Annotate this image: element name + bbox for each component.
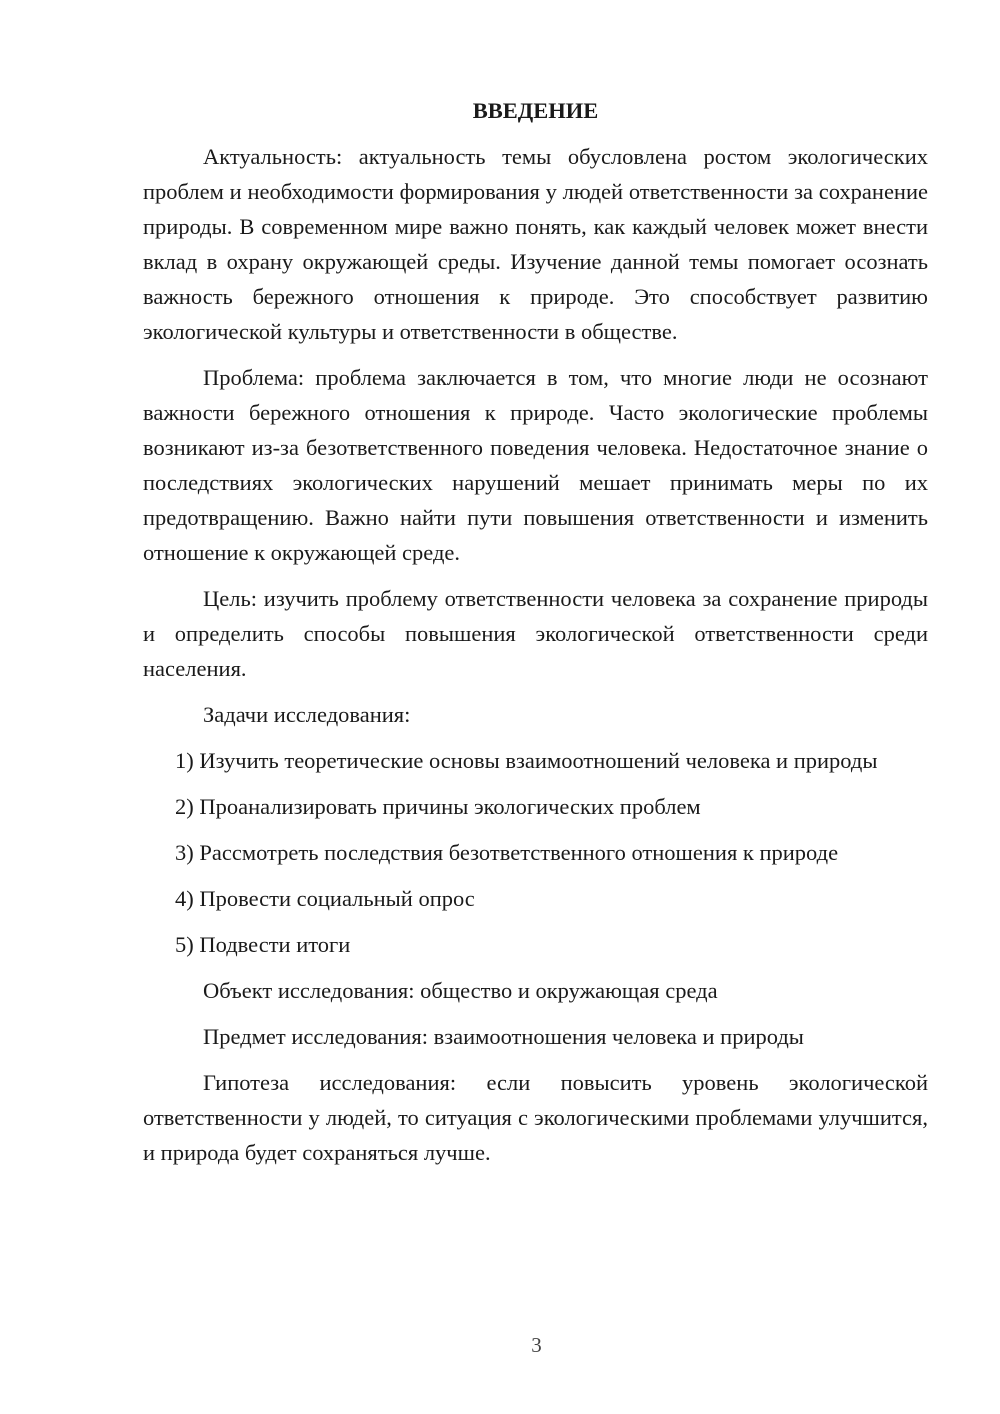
goal-paragraph: Цель: изучить проблему ответственности человека за сохранение природы и определить способы повышения экологической ответственности среди населения. (143, 586, 928, 681)
problem-paragraph: Проблема: проблема заключается в том, что многие люди не осознают важности бережного отношения к природе. Часто экологические проблемы возникают из-за безответственного поведения человека. Недостаточное знание о последствиях экологических нарушений мешает принимать меры по их предотвращению. Важно найти пути повышения ответственности и изменить отношение к окружающей среде. (143, 365, 928, 565)
task-item-3: 3) Рассмотреть последствия безответственного отношения к природе (175, 840, 839, 865)
page-content (143, 93, 928, 1181)
tasks-heading: Задачи исследования: (203, 702, 411, 727)
task-item-1: 1) Изучить теоретические основы взаимоотношений человека и природы (175, 748, 878, 773)
page-number: 3 (531, 1333, 542, 1357)
research-object: Объект исследования: общество и окружающая среда (203, 978, 718, 1003)
relevance-paragraph: Актуальность: актуальность темы обусловлена ростом экологических проблем и необходимости формирования у людей ответственности за сохранение природы. В современном мире важно понять, как каждый человек может внести вклад в охрану окружающей среды. Изучение данной темы помогает осознать важность бережного отношения к природе. Это способствует развитию экологической культуры и ответственности в обществе. (143, 144, 928, 344)
task-item-2: 2) Проанализировать причины экологических проблем (175, 794, 701, 819)
section-title: ВВЕДЕНИЕ (472, 98, 599, 123)
task-item-4: 4) Провести социальный опрос (175, 886, 475, 911)
hypothesis-paragraph: Гипотеза исследования: если повысить уровень экологической ответственности у людей, то ситуация с экологическими проблемами улучшится, и природа будет сохраняться лучше. (143, 1070, 928, 1165)
research-subject: Предмет исследования: взаимоотношения человека и природы (203, 1024, 804, 1049)
task-item-5: 5) Подвести итоги (175, 932, 351, 957)
